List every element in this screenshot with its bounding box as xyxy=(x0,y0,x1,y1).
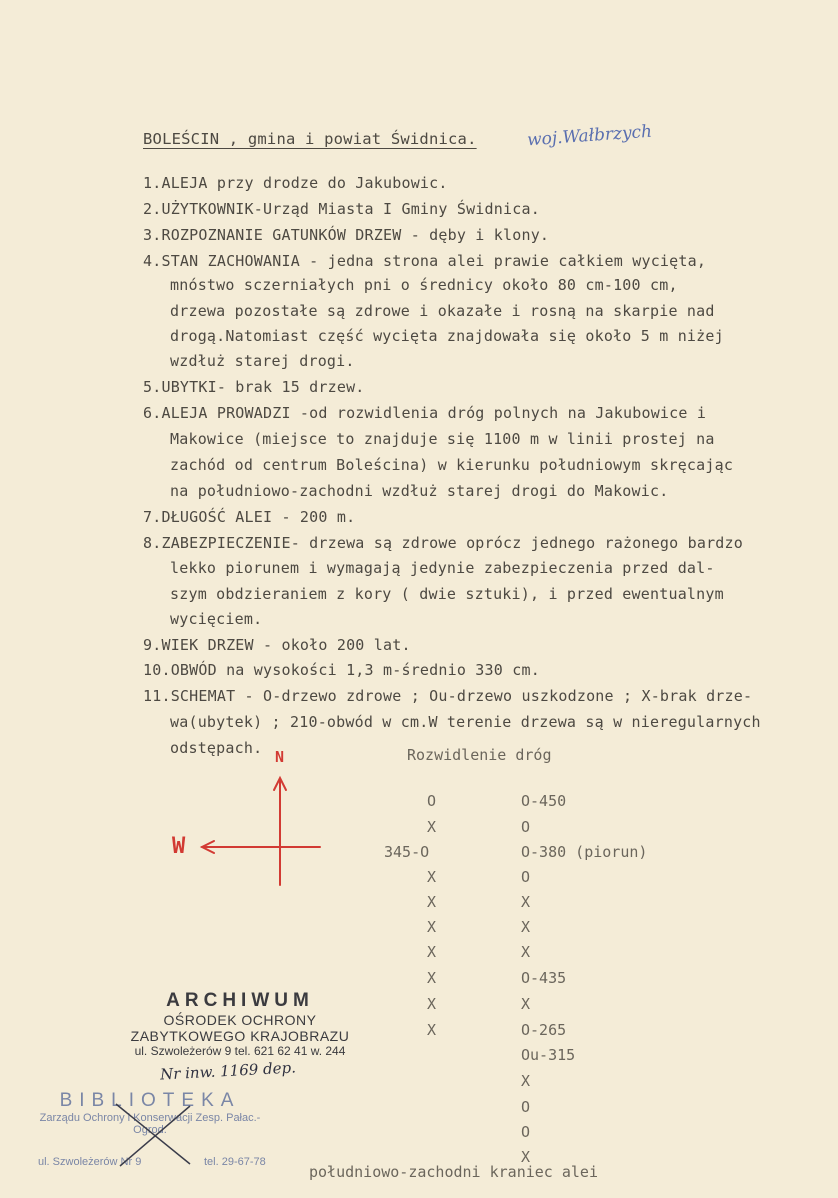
schema-right-item: X xyxy=(521,918,531,936)
text-line: 11.SCHEMAT - O-drzewo zdrowe ; Ou-drzewo uszkodzone ; X-brak drze- xyxy=(143,687,753,705)
text-line: 4.STAN ZACHOWANIA - jedna strona alei prawie całkiem wycięta, xyxy=(143,252,707,270)
schema-right-item: O-435 xyxy=(521,969,567,987)
archive-stamp-line: ul. Szwoleżerów 9 tel. 621 62 41 w. 244 xyxy=(134,1044,346,1058)
archive-stamp-line: ZABYTKOWEGO KRAJOBRAZU xyxy=(130,1028,350,1044)
text-line: 6.ALEJA PROWADZI -od rozwidlenia dróg polnych na Jakubowice i xyxy=(143,404,707,422)
schema-left-item: X xyxy=(427,893,437,911)
archive-stamp xyxy=(120,990,360,1058)
text-line: 7.DŁUGOŚĆ ALEI - 200 m. xyxy=(143,508,356,526)
schema-left-item: X xyxy=(427,995,437,1013)
schema-left-item: X xyxy=(427,1021,437,1039)
schema-right-item: Ou-315 xyxy=(521,1046,576,1064)
text-line: lekko piorunem i wymagają jedynie zabezpieczenia przed dal- xyxy=(170,559,715,577)
schema-right-item: O xyxy=(521,868,531,886)
text-line: drogą.Natomiast część wycięta znajdowała się około 5 m niżej xyxy=(170,327,724,345)
schema-right-item: X xyxy=(521,943,531,961)
handwritten-note: woj.Wałbrzych xyxy=(526,121,653,151)
schema-right-item: X xyxy=(521,1148,531,1166)
document-title: BOLEŚCIN , gmina i powiat Świdnica. xyxy=(143,130,477,148)
text-line: mnóstwo sczerniałych pni o średnicy około 80 cm-100 cm, xyxy=(170,276,678,294)
text-line: wzdłuż starej drogi. xyxy=(170,352,355,370)
schema-left-item: X xyxy=(427,969,437,987)
cross-out-mark xyxy=(110,1100,200,1170)
schema-right-item: X xyxy=(521,893,531,911)
archive-stamp-title: ARCHIWUM xyxy=(166,990,314,1011)
archive-stamp-line: OŚRODEK OCHRONY xyxy=(163,1012,317,1028)
schema-right-item: O xyxy=(521,1123,531,1141)
text-line: 9.WIEK DRZEW - około 200 lat. xyxy=(143,636,411,654)
schema-left-item: X xyxy=(427,868,437,886)
text-line: drzewa pozostałe są zdrowe i okazałe i rosną na skarpie nad xyxy=(170,302,715,320)
text-line: 10.OBWÓD na wysokości 1,3 m-średnio 330 cm. xyxy=(143,661,540,679)
schema-bottom-label: południowo-zachodni kraniec alei xyxy=(309,1163,598,1181)
text-line: wa(ubytek) ; 210-obwód w cm.W terenie drzewa są w nieregularnych xyxy=(170,713,761,731)
schema-left-item: X xyxy=(427,918,437,936)
text-line: 5.UBYTKI- brak 15 drzew. xyxy=(143,378,365,396)
compass-west-label: W xyxy=(172,834,186,859)
text-line: 3.ROZPOZNANIE GATUNKÓW DRZEW - dęby i klony. xyxy=(143,226,550,244)
library-stamp-line: tel. 29-67-78 xyxy=(204,1156,266,1168)
schema-left-item: 345-O xyxy=(384,843,430,861)
schema-right-item: O-450 xyxy=(521,792,567,810)
text-line: 8.ZABEZPIECZENIE- drzewa są zdrowe oprócz jednego rażonego bardzo xyxy=(143,534,743,552)
text-line: wycięciem. xyxy=(170,610,263,628)
schema-right-item: O xyxy=(521,818,531,836)
schema-right-item: X xyxy=(521,1072,531,1090)
text-line: odstępach. xyxy=(170,739,263,757)
schema-top-label: Rozwidlenie dróg xyxy=(407,746,552,764)
text-line: 2.UŻYTKOWNIK-Urząd Miasta I Gminy Świdnica. xyxy=(143,200,540,218)
schema-left-item: X xyxy=(427,818,437,836)
inventory-note: Nr inw. 1169 dep. xyxy=(159,1058,297,1084)
text-line: 1.ALEJA przy drodze do Jakubowic. xyxy=(143,174,448,192)
schema-right-item: O-265 xyxy=(521,1021,567,1039)
text-line: zachód od centrum Boleścina) w kierunku południowym skręcając xyxy=(170,456,734,474)
schema-right-item: X xyxy=(521,995,531,1013)
schema-left-item: O xyxy=(427,792,437,810)
text-line: szym obdzieraniem z kory ( dwie sztuki), i przed ewentualnym xyxy=(170,585,724,603)
schema-right-item: O-380 (piorun) xyxy=(521,843,648,861)
library-stamp-title: BIBLIOTEKA xyxy=(59,1090,241,1111)
compass-north-label: N xyxy=(275,748,285,766)
text-line: na południowo-zachodni wzdłuż starej drogi do Makowic. xyxy=(170,482,669,500)
compass-icon xyxy=(160,750,340,900)
library-stamp-line: ul. Szwoleżerów Nr 9 xyxy=(38,1156,142,1168)
library-stamp-line: Zarządu Ochrony i Konserwacji Zesp. Pałac.-Ogrod. xyxy=(39,1112,261,1136)
text-line: Makowice (miejsce to znajduje się 1100 m w linii prostej na xyxy=(170,430,715,448)
schema-left-item: X xyxy=(427,943,437,961)
schema-right-item: O xyxy=(521,1098,531,1116)
